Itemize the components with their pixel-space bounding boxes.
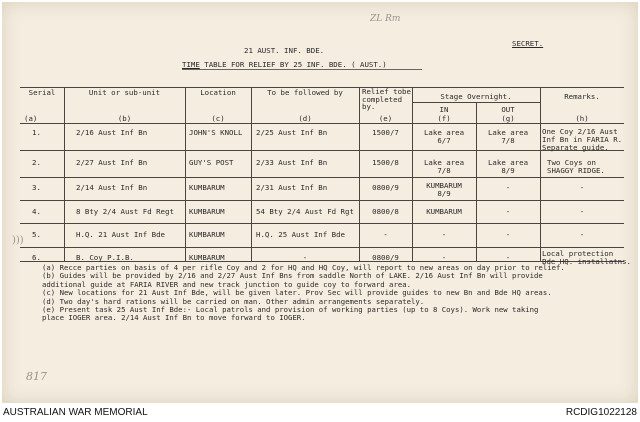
archive-name: AUSTRALIAN WAR MEMORIAL bbox=[3, 407, 148, 418]
note-line: (b) Guides will be provided by 2/16 and 2/27 Aust Inf Bns from saddle North of LAKE. 2/16 Aust Inf Bn will provide bbox=[42, 271, 543, 281]
row-followed: H.Q. 25 Aust Inf Bde bbox=[256, 230, 345, 239]
row-out: - bbox=[505, 207, 511, 216]
row-out: - bbox=[505, 253, 511, 262]
row-location: KUMBARUM bbox=[189, 183, 225, 192]
row-relief: 0800/8 bbox=[372, 207, 399, 216]
row-remarks: Separate guide. bbox=[542, 143, 609, 152]
row-remarks: - bbox=[579, 230, 585, 239]
table-rule bbox=[20, 200, 624, 201]
table-rule bbox=[20, 177, 624, 178]
row-location: KUMBARUM bbox=[189, 230, 225, 239]
row-in: Lake area bbox=[423, 128, 465, 137]
row-location: GUY'S POST bbox=[189, 158, 234, 167]
note-line: additional guide at FARIA RIVER and new track junction to guide coy to forward area. bbox=[42, 279, 412, 289]
row-remarks: Bde HQ. installatns. bbox=[542, 257, 631, 266]
header-relief: Relief tobe completed by. bbox=[362, 87, 411, 112]
row-location: KUMBARUM bbox=[189, 207, 225, 216]
archive-id: RCDIG1022128 bbox=[565, 407, 637, 418]
row-out: Lake area bbox=[487, 158, 529, 167]
row-relief: 0800/9 bbox=[372, 253, 399, 262]
row-out: 7/8 bbox=[501, 136, 515, 145]
row-serial: 2. bbox=[32, 158, 41, 167]
row-unit: 2/27 Aust Inf Bn bbox=[76, 158, 148, 167]
row-followed: 2/31 Aust Inf Bn bbox=[256, 183, 328, 192]
row-unit: B. Coy P.I.B. bbox=[76, 253, 134, 262]
notes-block bbox=[42, 264, 565, 323]
note-line: (e) Present task 25 Aust Inf Bde:- Local patrols and provision of working parties (up to 8 Coys). Work new taking bbox=[42, 305, 539, 315]
row-out: 8/9 bbox=[501, 166, 515, 175]
row-out: Lake area bbox=[487, 128, 529, 137]
table-col-rule bbox=[64, 87, 65, 261]
row-serial: 1. bbox=[32, 128, 41, 137]
header-out: OUT bbox=[501, 105, 515, 114]
row-relief: 0800/9 bbox=[372, 183, 399, 192]
header-in: IN bbox=[439, 105, 449, 114]
pencil-annotation-top: ZL Rm bbox=[370, 14, 401, 24]
col-letter: (c) bbox=[211, 114, 225, 123]
col-letter: (a) bbox=[24, 114, 38, 123]
row-location: KUMBARUM bbox=[189, 253, 225, 262]
col-letter: (h) bbox=[575, 114, 589, 123]
row-in: - bbox=[441, 230, 447, 239]
document-page bbox=[2, 2, 638, 403]
row-serial: 3. bbox=[32, 183, 41, 192]
table-rule bbox=[20, 223, 624, 224]
col-letter: (d) bbox=[298, 114, 312, 123]
row-relief: 1500/8 bbox=[372, 158, 399, 167]
table-rule bbox=[20, 247, 624, 248]
col-letter: (f) bbox=[437, 114, 451, 123]
row-unit: 2/14 Aust Inf Bn bbox=[76, 183, 148, 192]
row-remarks: SHAGGY RIDGE. bbox=[547, 166, 605, 175]
table-col-rule bbox=[185, 87, 186, 261]
row-out: - bbox=[505, 230, 511, 239]
header-followed: To be followed by bbox=[267, 88, 343, 97]
row-remarks: - bbox=[579, 207, 585, 216]
col-letter: (g) bbox=[501, 114, 515, 123]
table-rule bbox=[20, 150, 624, 151]
row-remarks: Two Coys on bbox=[547, 158, 596, 167]
row-unit: 2/16 Aust Inf Bn bbox=[76, 128, 148, 137]
row-in: KUMBARUM bbox=[426, 207, 462, 216]
secret-mark: SECRET. bbox=[512, 39, 544, 48]
row-remarks: Inf Bn in FARIA R. bbox=[542, 135, 623, 144]
subtitle-underline bbox=[182, 69, 422, 70]
table-col-rule bbox=[251, 87, 252, 261]
row-out: - bbox=[505, 183, 511, 192]
row-serial: 5. bbox=[32, 230, 41, 239]
row-location: JOHN'S KNOLL bbox=[189, 128, 243, 137]
row-in: 8/9 bbox=[437, 189, 451, 198]
header-serial: Serial bbox=[28, 88, 56, 97]
row-in: KUMBARUM bbox=[426, 181, 462, 190]
row-remarks: One Coy 2/16 Aust bbox=[542, 127, 618, 136]
row-relief: - bbox=[383, 230, 388, 239]
header-unit: Unit or sub-unit bbox=[88, 88, 161, 97]
archive-footer bbox=[0, 403, 640, 422]
row-serial: 4. bbox=[32, 207, 41, 216]
row-remarks: - bbox=[579, 183, 585, 192]
row-in: Lake area bbox=[423, 158, 465, 167]
pencil-annotation-bottom: 817 bbox=[26, 370, 47, 383]
col-letter: (b) bbox=[117, 114, 132, 123]
row-relief: 1500/7 bbox=[372, 128, 399, 137]
note-line: (c) New locations for 21 Aust Inf Bde, will be given later. Prov Sec will provide guides to new Bn and Bde HQ areas. bbox=[42, 288, 552, 298]
row-in: 6/7 bbox=[437, 136, 451, 145]
note-line: place IOGER area. 2/14 Aust Inf Bn to move forward to IOGER. bbox=[42, 313, 306, 323]
row-followed: 2/33 Aust Inf Bn bbox=[256, 158, 328, 167]
note-line: (a) Recce parties on basis of 4 per rifle Coy and 2 for HQ and HQ Coy, will report to new areas on day prior to relief. bbox=[42, 263, 565, 272]
header-location: Location bbox=[200, 88, 236, 97]
header-stage: Stage Overnight. bbox=[440, 92, 512, 101]
document-subtitle: TIME TABLE FOR RELIEF BY 25 INF. BDE. ( AUST.) bbox=[182, 60, 387, 69]
header-remarks: Remarks. bbox=[564, 92, 600, 101]
document-title: 21 AUST. INF. BDE. bbox=[244, 46, 325, 55]
row-in: - bbox=[441, 253, 447, 262]
row-in: 7/8 bbox=[437, 166, 451, 175]
row-followed: - bbox=[302, 253, 308, 262]
row-unit: 8 Bty 2/4 Aust Fd Regt bbox=[76, 207, 174, 216]
row-serial: 6. bbox=[32, 253, 41, 262]
row-followed: 2/25 Aust Inf Bn bbox=[256, 128, 328, 137]
note-line: (d) Two day's hard rations will be carried on man. Other admin arrangements separately. bbox=[42, 296, 425, 306]
col-letter: (e) bbox=[378, 114, 393, 123]
row-unit: H.Q. 21 Aust Inf Bde bbox=[76, 230, 165, 239]
pencil-margin-mark: ))) bbox=[12, 235, 24, 246]
row-remarks: Local protection bbox=[542, 249, 614, 258]
table-rule-header bbox=[20, 123, 624, 124]
row-followed: 54 Bty 2/4 Aust Fd Rgt bbox=[256, 207, 354, 216]
